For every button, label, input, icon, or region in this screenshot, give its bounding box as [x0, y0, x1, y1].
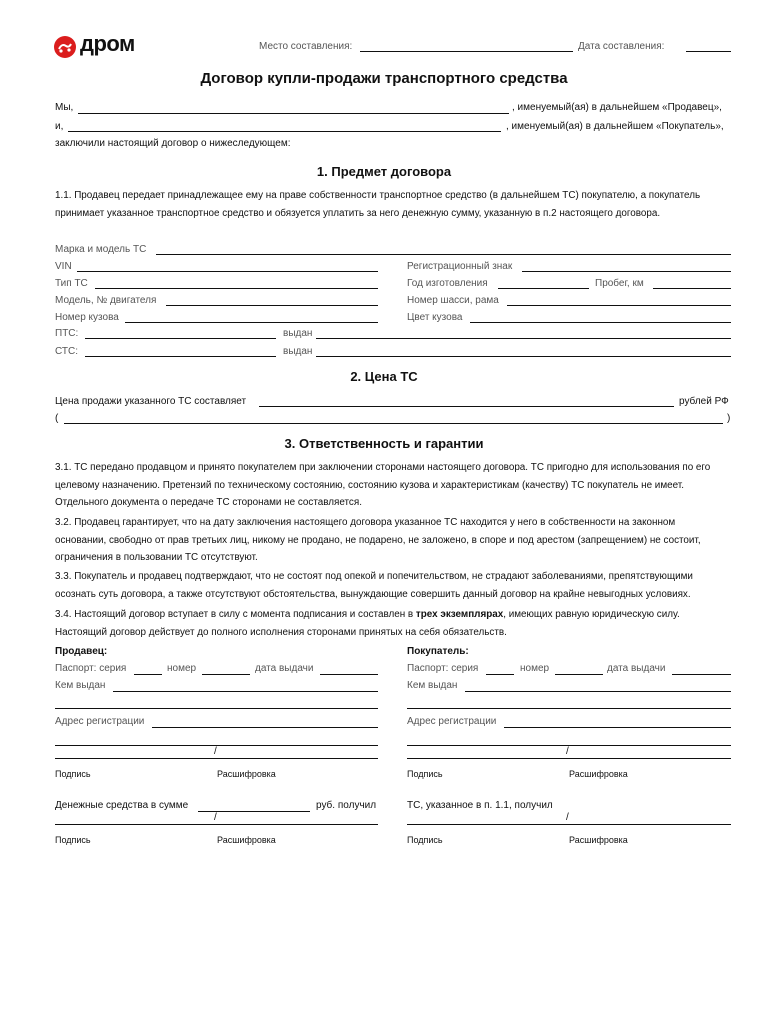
mileage-label: Пробег, км: [595, 278, 644, 289]
price-label: Цена продажи указанного ТС составляет: [55, 396, 247, 407]
buyer-name-field[interactable]: [68, 131, 501, 132]
and-label: и,: [55, 121, 64, 132]
drom-logo-icon: [54, 36, 76, 58]
vin-field[interactable]: [77, 271, 378, 272]
place-field[interactable]: [360, 51, 573, 52]
price-words-field[interactable]: [64, 423, 723, 424]
buyer-issued-by-label: Кем выдан: [407, 680, 458, 691]
chassis-field[interactable]: [507, 305, 731, 306]
body-label: Номер кузова: [55, 312, 119, 323]
buyer-passport-number-label: номер: [520, 663, 550, 674]
buyer-issued-by-field-2[interactable]: [407, 708, 731, 709]
document-title: Договор купли-продажи транспортного средства: [200, 70, 568, 87]
money-slash: /: [214, 812, 217, 823]
year-label: Год изготовления: [407, 278, 488, 289]
seller-issue-date-label: дата выдачи: [255, 663, 314, 674]
currency-label: рублей РФ: [679, 396, 729, 407]
engine-field[interactable]: [166, 305, 378, 306]
vehicle-signature-caption: Подпись: [407, 835, 443, 845]
open-paren: (: [55, 413, 59, 424]
buyer-issue-date-label: дата выдачи: [607, 663, 666, 674]
section3-p3: 3.3. Покупатель и продавец подтверждают, что не состоят под опекой и попечительством, не страдают заболеваниями, препятствующими осознать суть договора, а также отсутствуют обстоятельства, вынуждающие совершить данный договор на крайне невыгодных условиях.: [55, 571, 693, 600]
section1-paragraph: 1.1. Продавец передает принадлежащее ему на праве собственности транспортное средство (в дальнейшем ТС) покупателю, а покупатель принимает указанное транспортное средство и обязуется уплатить за него денежную сумму, указанную в п.2 настоящего договора.: [55, 190, 701, 219]
close-paren: ): [727, 413, 731, 424]
money-decoding-caption: Расшифровка: [217, 835, 276, 845]
type-field[interactable]: [95, 288, 378, 289]
seller-issued-by-field[interactable]: [113, 691, 378, 692]
pts-label: ПТС:: [55, 328, 79, 339]
money-signature-caption: Подпись: [55, 835, 91, 845]
seller-heading: Продавец:: [55, 646, 108, 657]
date-field[interactable]: [686, 51, 731, 52]
section1-heading: 1. Предмет договора: [316, 164, 452, 179]
type-label: Тип ТС: [55, 278, 88, 289]
we-label: Мы,: [55, 102, 74, 113]
p4-bold: трех экземплярах: [415, 609, 504, 620]
date-label: Дата составления:: [578, 41, 665, 52]
reg-sign-field[interactable]: [522, 271, 731, 272]
seller-suffix: , именуемый(ая) в дальнейшем «Продавец»,: [512, 102, 722, 113]
buyer-signature-line[interactable]: [407, 758, 731, 759]
seller-passport-series-field[interactable]: [134, 674, 162, 675]
buyer-issued-by-field[interactable]: [465, 691, 731, 692]
money-label: Денежные средства в сумме: [55, 800, 189, 811]
seller-name-field[interactable]: [78, 113, 509, 114]
buyer-issue-date-field[interactable]: [672, 674, 731, 675]
seller-issued-by-label: Кем выдан: [55, 680, 106, 691]
vehicle-received-label: ТС, указанное в п. 1.1, получил: [407, 800, 553, 811]
section3-p4: [55, 606, 725, 641]
seller-address-label: Адрес регистрации: [55, 716, 145, 727]
seller-passport-series-label: Паспорт: серия: [55, 663, 127, 674]
buyer-passport-series-label: Паспорт: серия: [407, 663, 479, 674]
seller-passport-number-label: номер: [167, 663, 197, 674]
color-label: Цвет кузова: [407, 312, 463, 323]
mileage-field[interactable]: [653, 288, 731, 289]
body-field[interactable]: [125, 322, 378, 323]
vehicle-slash: /: [566, 812, 569, 823]
buyer-slash: /: [566, 746, 569, 757]
money-received-label: руб. получил: [316, 800, 377, 811]
section3-heading: 3. Ответственность и гарантии: [284, 436, 484, 451]
pts-issued-label: выдан: [283, 328, 313, 339]
buyer-passport-series-field[interactable]: [486, 674, 514, 675]
section3-p1: 3.1. ТС передано продавцом и принято покупателем при заключении сторонами настоящего договора. ТС пригодно для использования по его целевому назначению. Претензий по техническому состоянию, состоянию кузова и характеристикам (качеству) ТС покупатель не имеет. Отдельного документа о передаче ТС сторонами не составляется.: [55, 462, 711, 508]
sts-label: СТС:: [55, 346, 78, 357]
vehicle-signature-line[interactable]: [407, 824, 731, 825]
section3-p2: 3.2. Продавец гарантирует, что на дату заключения настоящего договора указанное ТС находится у него в собственности на законном основании, свободно от прав третьих лиц, никому не продано, не подарено, не заложено, в споре и под арестом (запрещением) не состоит, ограничения в пользовании ТС отсутствуют.: [55, 517, 701, 563]
seller-issue-date-field[interactable]: [320, 674, 378, 675]
year-field[interactable]: [498, 288, 589, 289]
buyer-signature-caption: Подпись: [407, 769, 443, 779]
price-field[interactable]: [259, 406, 674, 407]
seller-slash: /: [214, 746, 217, 757]
money-signature-line[interactable]: [55, 824, 378, 825]
vin-label: VIN: [55, 261, 72, 272]
seller-passport-number-field[interactable]: [202, 674, 250, 675]
seller-signature-line[interactable]: [55, 758, 378, 759]
buyer-address-field-2[interactable]: [407, 745, 731, 746]
seller-address-field[interactable]: [152, 727, 378, 728]
vehicle-decoding-caption: Расшифровка: [569, 835, 628, 845]
sts-issued-field[interactable]: [316, 356, 731, 357]
pts-field[interactable]: [85, 338, 276, 339]
sts-issued-label: выдан: [283, 346, 313, 357]
buyer-decoding-caption: Расшифровка: [569, 769, 628, 779]
make-model-label: Марка и модель ТС: [55, 244, 147, 255]
drom-logo-text: дром: [80, 31, 135, 56]
reg-sign-label: Регистрационный знак: [407, 261, 513, 272]
seller-decoding-caption: Расшифровка: [217, 769, 276, 779]
buyer-address-field[interactable]: [504, 727, 731, 728]
seller-issued-by-field-2[interactable]: [55, 708, 378, 709]
chassis-label: Номер шасси, рама: [407, 295, 499, 306]
pts-issued-field[interactable]: [316, 338, 731, 339]
buyer-suffix: , именуемый(ая) в дальнейшем «Покупатель»,: [506, 121, 724, 132]
seller-signature-caption: Подпись: [55, 769, 91, 779]
make-model-field[interactable]: [156, 254, 731, 255]
concluded-text: заключили настоящий договор о нижеследующем:: [55, 138, 291, 149]
place-label: Место составления:: [259, 41, 353, 52]
section2-heading: 2. Цена ТС: [350, 369, 418, 384]
p4-end: , имеющих равную юридическую силу. Настоящий договор действует до полного исполнения сторонами принятых на себя обязательств.: [55, 609, 680, 638]
color-field[interactable]: [470, 322, 731, 323]
engine-label: Модель, № двигателя: [55, 295, 157, 306]
buyer-passport-number-field[interactable]: [555, 674, 603, 675]
buyer-address-label: Адрес регистрации: [407, 716, 497, 727]
buyer-heading: Покупатель:: [407, 646, 469, 657]
sts-field[interactable]: [85, 356, 276, 357]
p4-start: 3.4. Настоящий договор вступает в силу с момента подписания и составлен в: [55, 609, 416, 620]
